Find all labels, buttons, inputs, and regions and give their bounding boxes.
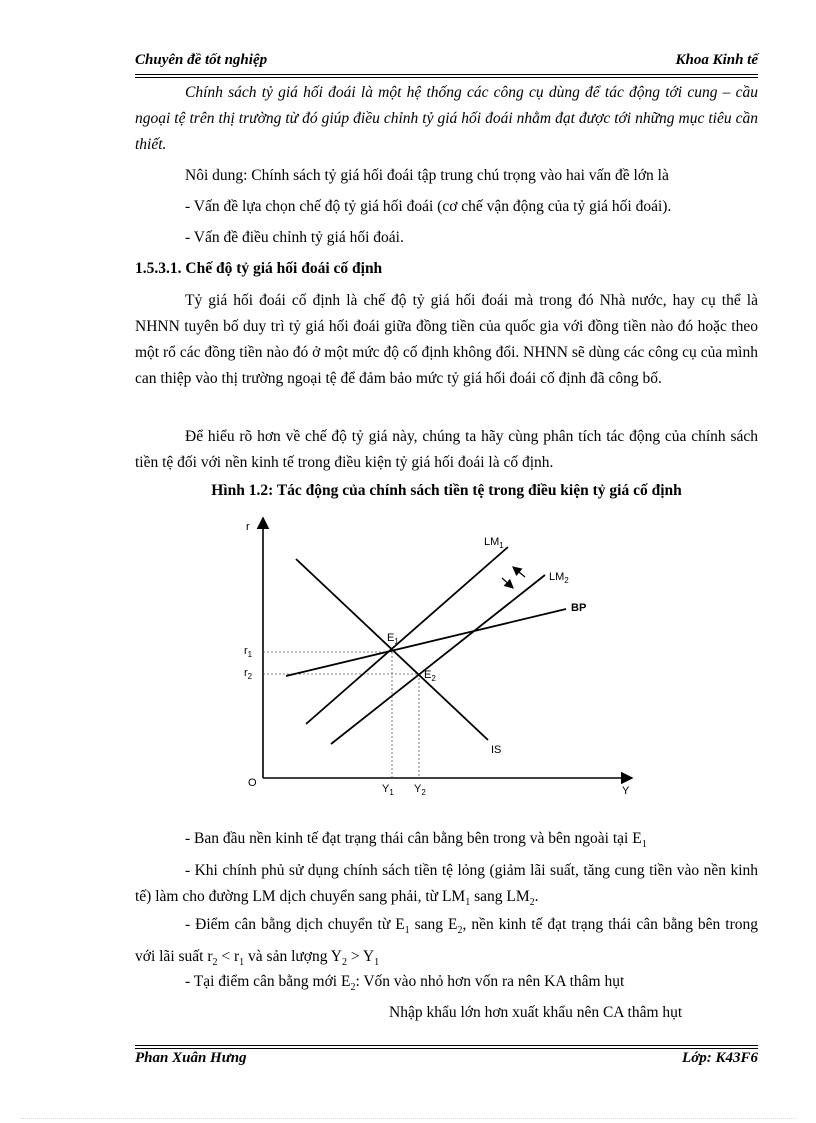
content-line: Nôi dung: Chính sách tỷ giá hối đoái tập trung chú trọng vào hai vấn đề lớn là — [185, 167, 669, 184]
origin-label: O — [248, 777, 257, 789]
page-footer — [135, 1050, 758, 1074]
r2-label: $r_2$ — [244, 667, 253, 681]
footer-rule — [135, 1045, 758, 1046]
figure-caption: Hình 1.2: Tác động của chính sách tiền tệ trong điều kiện tỷ giá cố định — [211, 482, 682, 499]
intro-paragraph: Chính sách tỷ giá hối đoái là một hệ thống các công cụ dùng để tác động tới cung – cầu ngoại tệ trên thị trường từ đó giúp điều chỉnh tỷ giá hối đoái nhằm đạt được tới những mục tiêu cần thiết. — [135, 84, 758, 153]
header-left: Chuyên đề tốt nghiệp — [135, 52, 268, 68]
header-right: Khoa Kinh tế — [675, 52, 758, 68]
lm1-label: $LM_1$ — [484, 536, 504, 550]
paragraph-2: Để hiểu rõ hơn về chế độ tỷ giá này, chúng ta hãy cùng phân tích tác động của chính sách tiền tệ đối với nền kinh tế trong điều kiện tỷ giá hối đoái là cố định. — [135, 428, 758, 471]
e2-label: $E_2$ — [424, 669, 436, 683]
y1-label: $Y_1$ — [382, 783, 394, 797]
is-label: IS — [491, 744, 502, 756]
bp-label: BP — [571, 602, 587, 614]
section-title: 1.5.3.1. Chế độ tỷ giá hối đoái cố định — [135, 260, 383, 277]
shift-arrow-up — [513, 567, 525, 577]
lm1-curve — [306, 547, 508, 724]
axis-y-label: Y — [622, 785, 630, 797]
shift-arrow-down — [502, 578, 513, 588]
bullet-2: - Vấn đề điều chỉnh tỷ giá hối đoái. — [185, 229, 404, 246]
paragraph-1: Tỷ giá hối đoái cố định là chế độ tỷ giá hối đoái mà trong đó Nhà nước, hay cụ thể là NHNN tuyên bố duy trì tỷ giá hối đoái giữa đồng tiền của quốc gia với đồng tiền nào đó hoặc theo một rổ các đồng tiền nào đó ở một mức độ cố định không đổi. NHNN sẽ dùng các công cụ của mình can thiệp vào thị trường ngoại tệ để đảm bảo mức tỷ giá hối đoái cố định đã công bố. — [135, 292, 758, 387]
effect-bullet-3: - Điểm cân bằng dịch chuyển từ $E_1$ sang $E_2$, nền kinh tế đạt trạng thái cân bằng bên trong với lãi suất $r_2 < r_1$ và sản lượng $Y_2 > Y_1$ — [135, 916, 758, 969]
effect-bullet-4: - Tại điểm cân bằng mới $E_2$: Vốn vào nhỏ hơn vốn ra nên KA thâm hụt — [185, 973, 625, 994]
axis-r-label: r — [246, 521, 250, 533]
page-edge-line — [20, 1118, 796, 1119]
footer-right: Lớp: K43F6 — [682, 1050, 758, 1066]
effect-bullet-2: - Khi chính phủ sử dụng chính sách tiền tệ lỏng (giảm lãi suất, tăng cung tiền vào nền kinh tế) làm cho đường LM dịch chuyển sang phải, từ $LM_1$ sang $LM_2$. — [135, 862, 758, 909]
y2-label: $Y_2$ — [414, 783, 426, 797]
lm2-label: $LM_2$ — [549, 571, 569, 585]
r1-label: $r_1$ — [244, 645, 253, 659]
footer-rule-2 — [135, 1048, 758, 1049]
bullet-1: - Vấn đề lựa chọn chế độ tỷ giá hối đoái (cơ chế vận động của tỷ giá hối đoái). — [185, 198, 672, 215]
lm2-curve — [331, 575, 545, 744]
effect-bullet-5: Nhập khẩu lớn hơn xuất khẩu nên CA thâm hụt — [389, 1004, 683, 1021]
effect-bullet-1: - Ban đầu nền kinh tế đạt trạng thái cân bằng bên trong và bên ngoài tại $E_1$ — [185, 830, 647, 851]
e1-label: $E_1$ — [387, 632, 399, 646]
footer-left: Phan Xuân Hưng — [135, 1050, 247, 1066]
